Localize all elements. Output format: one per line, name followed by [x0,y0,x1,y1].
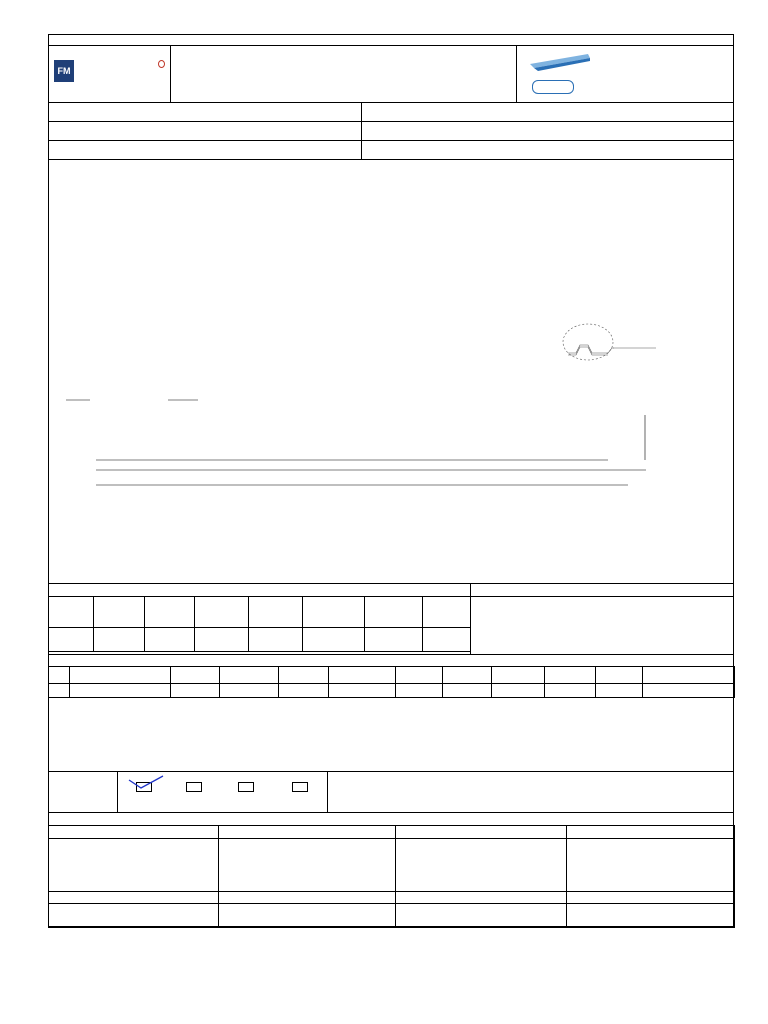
signer-company [219,904,396,928]
result-row [49,684,735,698]
signature-box[interactable] [49,839,219,892]
col-header [396,667,443,684]
wika-logo [532,80,727,94]
divider [48,771,734,772]
witnessed-by-header [219,826,396,839]
divider [48,812,734,813]
result-cell[interactable] [443,684,492,698]
repair-checkbox[interactable] [186,782,202,792]
result-cell[interactable] [545,684,596,698]
wika-badge [532,80,574,94]
result-cell[interactable] [492,684,545,698]
divider [48,45,734,46]
visual-header-spots [249,597,303,628]
visual-result-cell[interactable] [302,628,364,652]
result-cell[interactable] [596,684,643,698]
result-cell[interactable] [643,684,735,698]
dimension-header-row [49,667,735,684]
col-header [443,667,492,684]
divider [48,121,734,122]
signer-name [396,892,567,904]
signature-box[interactable] [219,839,396,892]
freeport-mark-icon [158,60,165,68]
roof-sheet-drawing [48,160,734,580]
dimension-lines [66,400,646,485]
col-header [492,667,545,684]
reject-checkbox[interactable] [292,782,308,792]
visual-header-uneven-cutting [49,597,94,628]
signer-name [49,892,219,904]
result-cell[interactable] [171,684,220,698]
signature-row [49,839,735,892]
freeport-logo [54,60,166,84]
col-header [49,667,70,684]
signoff-header-row [49,826,735,839]
signer-name [219,892,396,904]
signoff-company-row [49,904,735,928]
result-cell[interactable] [279,684,329,698]
col-header [545,667,596,684]
divider [117,771,118,812]
chiyoda-wave-icon [528,50,592,72]
signer-company [49,904,219,928]
fm-icon: FM [54,60,74,82]
visual-result-cell[interactable] [94,628,145,652]
col-header [220,667,279,684]
col-header [643,667,735,684]
detail-overlap [563,324,656,360]
divider [170,45,171,102]
col-header [171,667,220,684]
col-header [279,667,329,684]
known-by-header [567,826,735,839]
chiyoda-logo [528,50,728,76]
divider [48,583,734,584]
visual-header-others [423,597,471,628]
signature-box[interactable] [567,839,735,892]
divider [327,771,328,812]
visual-result-cell[interactable] [195,628,249,652]
signer-company [567,904,735,928]
visual-result-row [49,628,471,652]
divider [48,140,734,141]
visual-header-dent [302,597,364,628]
signer-company [396,904,567,928]
visual-header-hole-defects [364,597,423,628]
col-header [329,667,396,684]
col-header [596,667,643,684]
visual-result-cell[interactable] [144,628,195,652]
hold-checkbox[interactable] [238,782,254,792]
result-cell[interactable] [396,684,443,698]
result-label [70,684,171,698]
divider [361,102,362,159]
signoff-name-row [49,892,735,904]
signoff-table [48,825,735,928]
signer-name [567,892,735,904]
col-header [70,667,171,684]
visual-table [48,596,471,652]
visual-result-cell[interactable] [249,628,303,652]
visual-result-cell[interactable] [364,628,423,652]
result-cell[interactable] [329,684,396,698]
prepared-by-header [49,826,219,839]
visual-header-peeled-off-coating [94,597,145,628]
visual-result-cell[interactable] [49,628,94,652]
signature-box[interactable] [396,839,567,892]
reviewed-by-header [396,826,567,839]
visual-header-striped-profile [144,597,195,628]
visual-header-breaking-tearing [195,597,249,628]
divider [516,45,517,102]
dimension-table [48,666,735,698]
result-no [49,684,70,698]
visual-result-cell[interactable] [423,628,471,652]
divider [48,654,734,655]
check-mark-icon [127,774,167,794]
result-cell[interactable] [220,684,279,698]
divider [48,102,734,103]
